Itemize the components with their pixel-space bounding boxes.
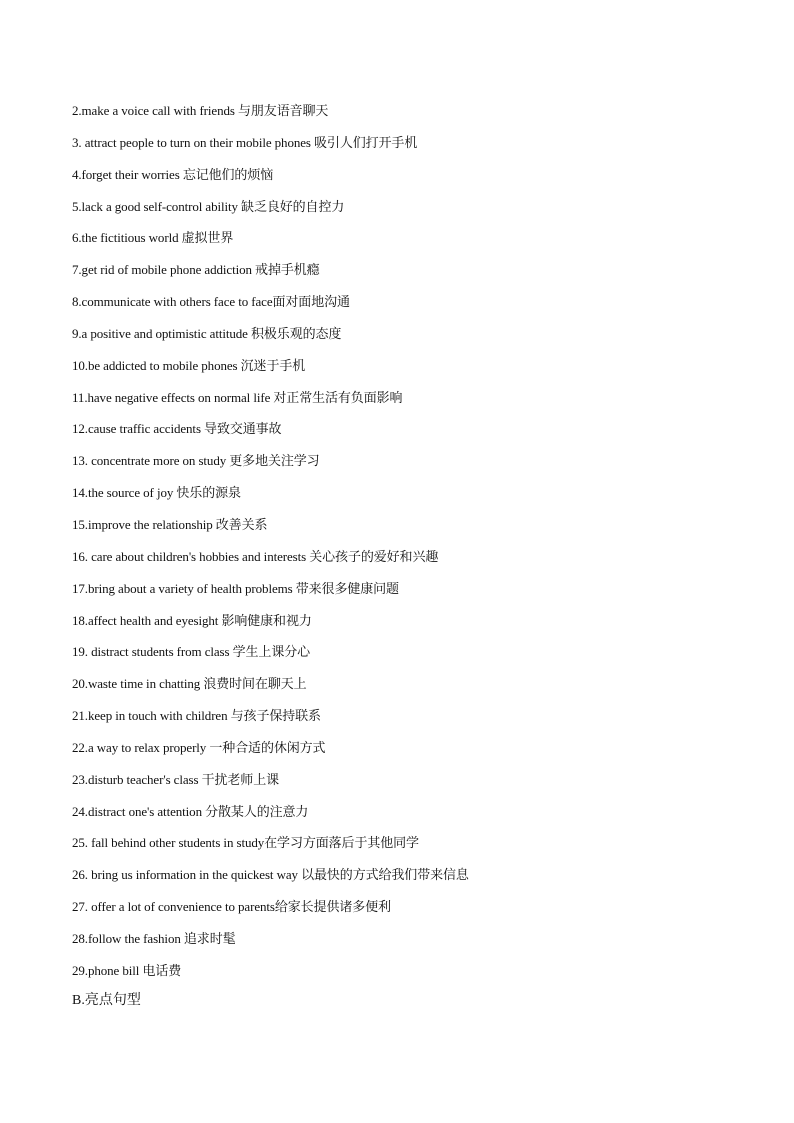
phrase-item: 13. concentrate more on study 更多地关注学习 [72,453,320,469]
phrase-item: 8.communicate with others face to face面对面地沟通 [72,294,350,310]
phrase-item: 5.lack a good self-control ability 缺乏良好的自控力 [72,198,345,214]
phrase-item: 24.distract one's attention 分散某人的注意力 [72,803,309,819]
phrase-item: 21.keep in touch with children 与孩子保持联系 [72,708,321,724]
phrase-item: 18.affect health and eyesight 影响健康和视力 [72,612,312,628]
phrase-item: 4.forget their worries 忘记他们的烦恼 [72,166,274,182]
phrase-item: 16. care about children's hobbies and interests 关心孩子的爱好和兴趣 [72,548,439,564]
section-heading: B.亮点句型 [72,993,141,1008]
phrase-item: 15.improve the relationship 改善关系 [72,516,268,532]
phrase-item: 20.waste time in chatting 浪费时间在聊天上 [72,676,307,692]
phrase-item: 19. distract students from class 学生上课分心 [72,644,311,660]
phrase-item: 29.phone bill 电话费 [72,962,182,978]
phrase-item: 12.cause traffic accidents 导致交通事故 [72,421,282,437]
phrase-item: 25. fall behind other students in study在学习方面落后于其他同学 [72,835,419,851]
phrase-item: 10.be addicted to mobile phones 沉迷于手机 [72,357,306,373]
phrase-list [72,100,752,992]
phrase-item: 2.make a voice call with friends 与朋友语音聊天 [72,103,329,118]
phrase-item: 9.a positive and optimistic attitude 积极乐观的态度 [72,325,342,341]
phrase-item: 22.a way to relax properly 一种合适的休闲方式 [72,739,326,755]
phrase-item: 26. bring us information in the quickest way 以最快的方式给我们带来信息 [72,867,469,883]
phrase-item: 23.disturb teacher's class 干扰老师上课 [72,771,280,787]
phrase-item: 28.follow the fashion 追求时髦 [72,930,236,946]
phrase-item: 27. offer a lot of convenience to parents给家长提供诸多便利 [72,899,391,915]
phrase-item: 17.bring about a variety of health problems 带来很多健康问题 [72,580,399,596]
phrase-item: 3. attract people to turn on their mobile phones 吸引人们打开手机 [72,134,418,150]
phrase-item: 6.the fictitious world 虚拟世界 [72,230,234,246]
phrase-item: 11.have negative effects on normal life 对正常生活有负面影响 [72,389,403,405]
phrase-item: 7.get rid of mobile phone addiction 戒掉手机瘾 [72,262,320,278]
phrase-item: 14.the source of joy 快乐的源泉 [72,485,241,501]
